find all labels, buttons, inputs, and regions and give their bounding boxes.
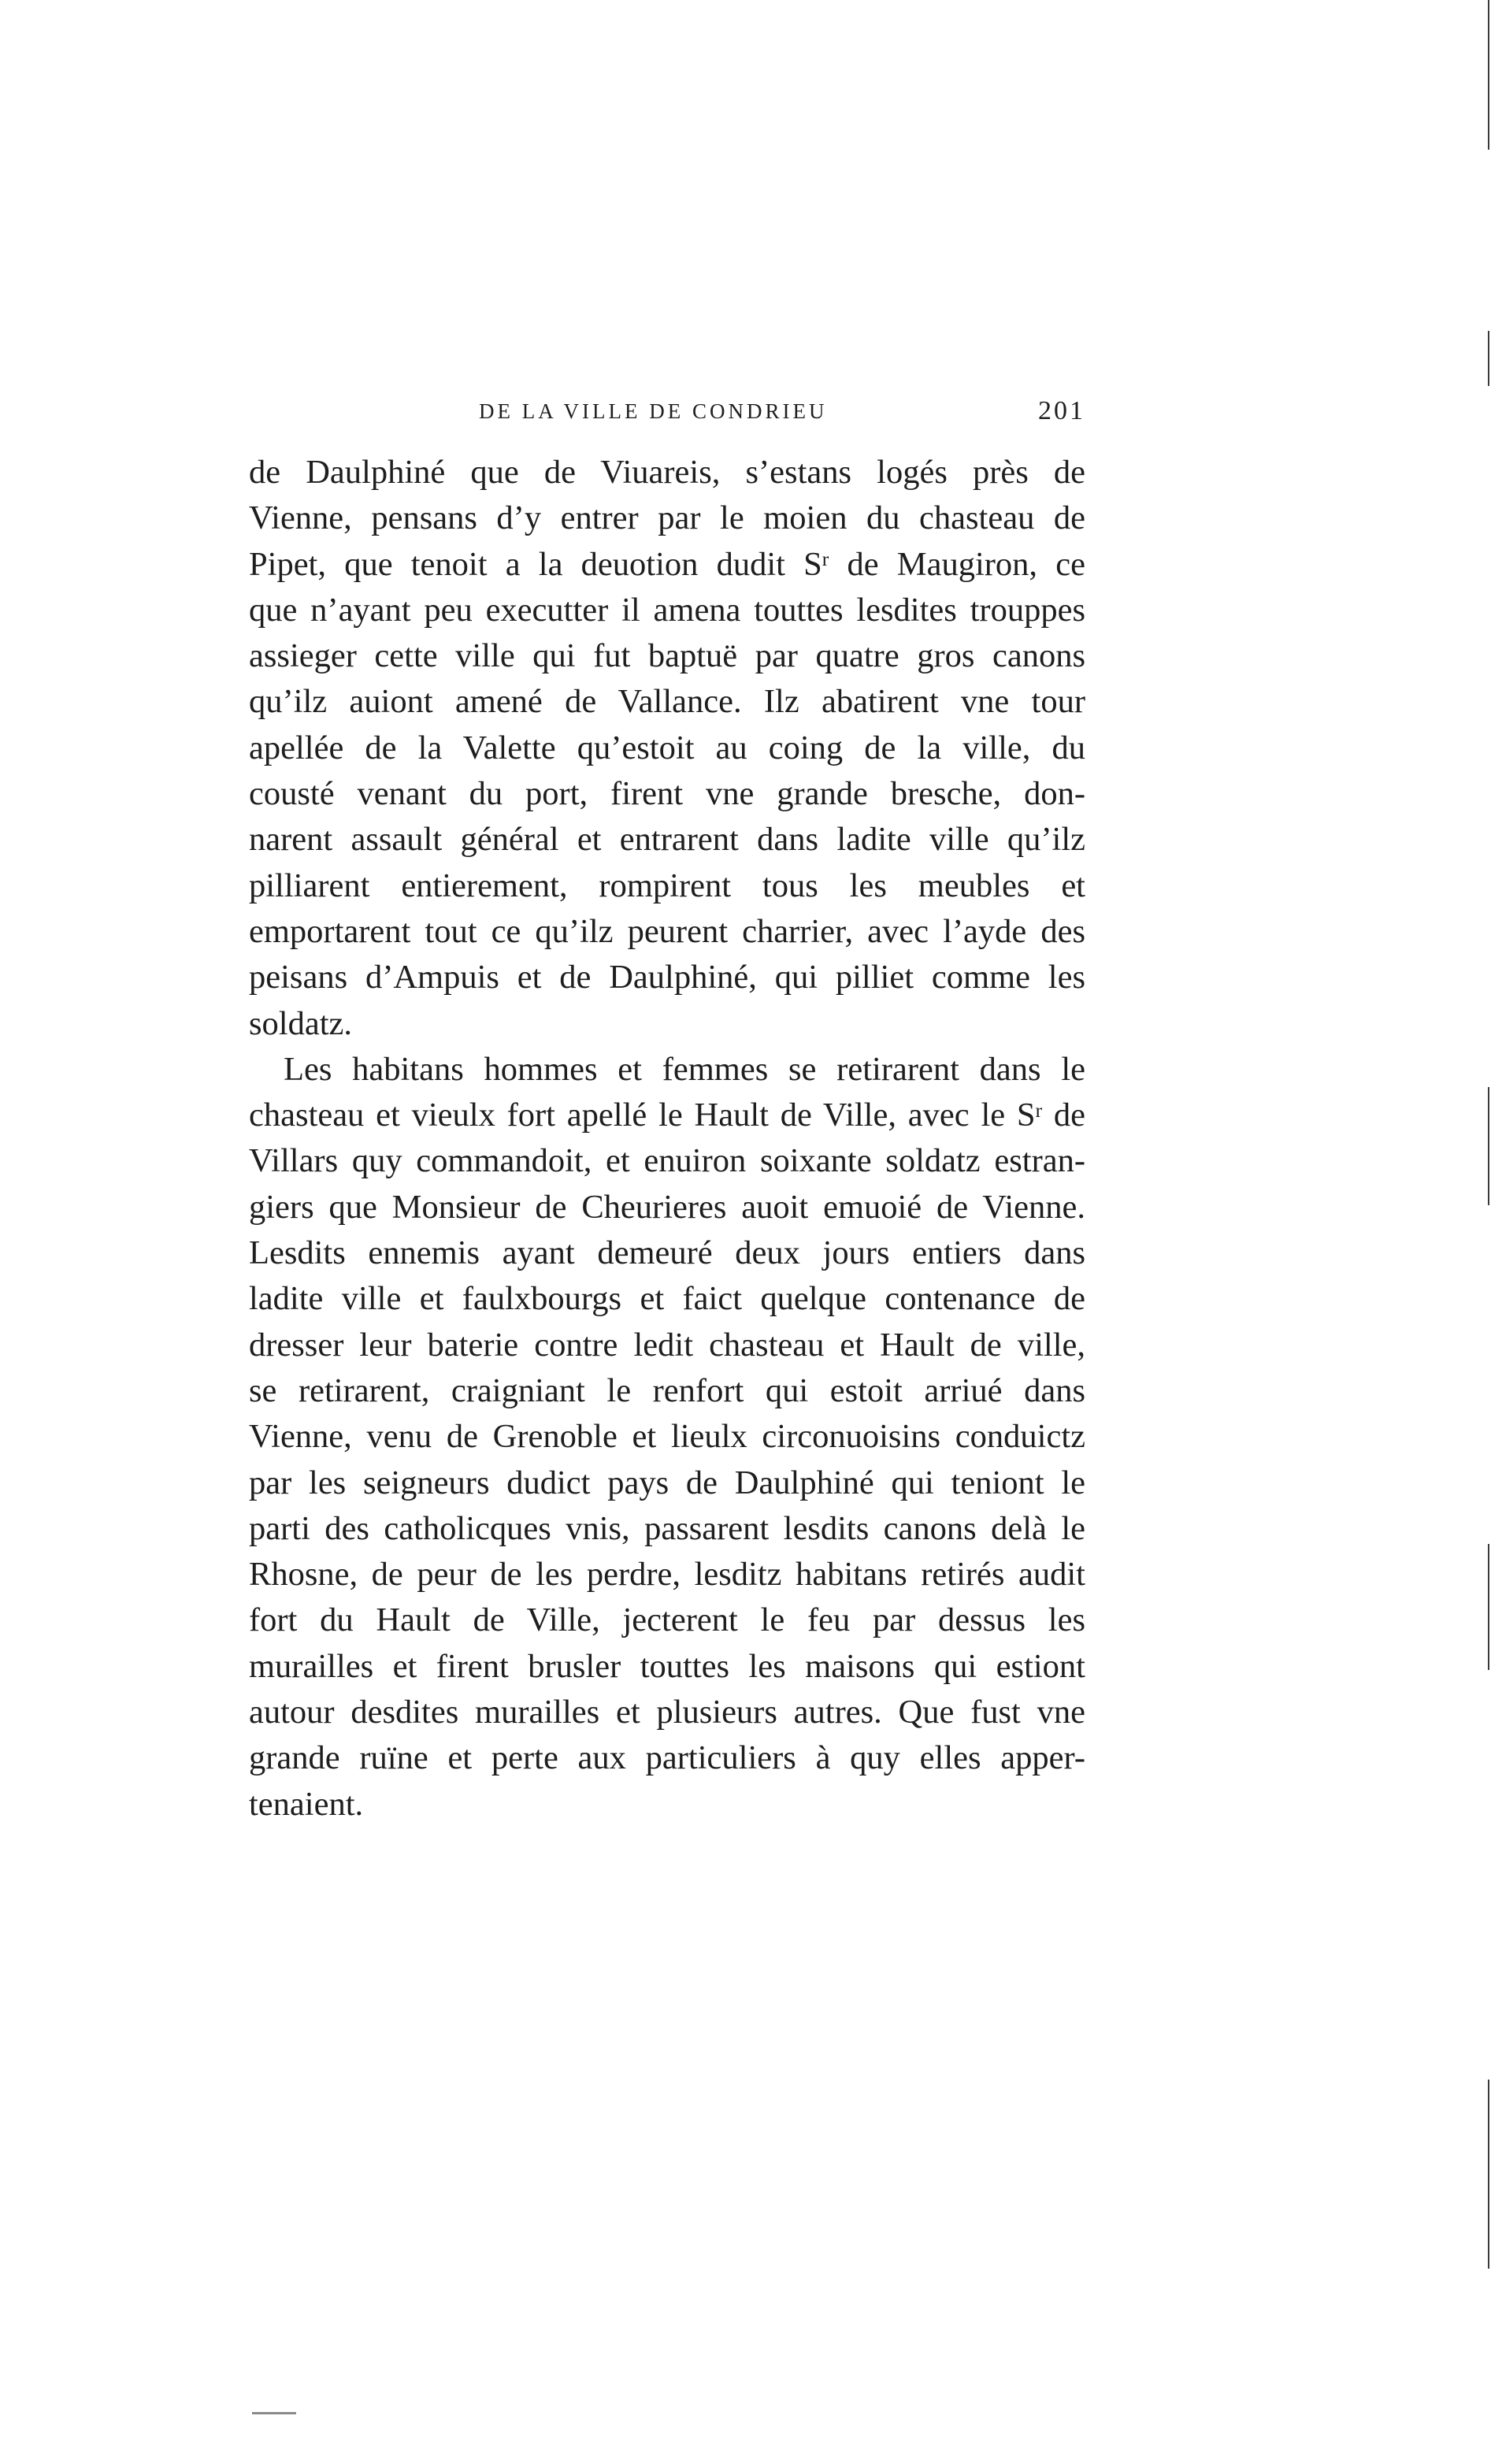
scan-edge-mark [1488, 331, 1489, 386]
text-line: murailles et firent brusler touttes les maisons qui estiont [249, 1647, 1085, 1685]
text-line: que n’ayant peu executter il amena touttes lesdites trouppes [249, 591, 1085, 629]
bottom-rule [252, 2412, 296, 2414]
text-line: soldatz. [249, 1004, 353, 1042]
text-line: giers que Monsieur de Cheurieres auoit emuoié de Vienne. [249, 1188, 1085, 1226]
paragraph-1 [249, 450, 1085, 1047]
text-line-part: chasteau et vieulx fort apellé le Hault de Ville, avec le S [249, 1097, 1036, 1134]
text-line: de Daulphiné que de Viuareis, s’estans logés près de [249, 454, 1085, 491]
text-line: tenaient. [249, 1785, 364, 1823]
body-text [249, 450, 1085, 1828]
text-line-part: de Maugiron, ce [829, 545, 1085, 583]
text-line: emportarent tout ce qu’ilz peurent charrier, avec l’ayde des [249, 912, 1085, 950]
paragraph-2 [249, 1047, 1085, 1828]
text-line: grande ruïne et perte aux particuliers à quy elles apper- [249, 1739, 1085, 1777]
text-line: Les habitans hommes et femmes se retirarent dans le [284, 1050, 1085, 1088]
text-line: autour desdites murailles et plusieurs autres. Que fust vne [249, 1694, 1085, 1731]
running-title: DE LA VILLE DE CONDRIEU [479, 399, 828, 423]
text-line: Vienne, venu de Grenoble et lieulx circonuoisins conduictz [249, 1418, 1085, 1456]
running-head [249, 395, 1085, 427]
text-line: fort du Hault de Ville, jecterent le feu par dessus les [249, 1601, 1085, 1639]
scan-edge-mark [1488, 0, 1489, 150]
text-line: ladite ville et faulxbourgs et faict quelque contenance de [249, 1280, 1085, 1318]
text-line-part: de [1042, 1097, 1085, 1134]
text-line: dresser leur baterie contre ledit chasteau et Hault de ville, [249, 1326, 1085, 1364]
text-line: se retirarent, craigniant le renfort qui estoit arriué dans [249, 1371, 1085, 1409]
text-line-part: Pipet, que tenoit a la deuotion dudit S [249, 545, 822, 583]
scan-edge-mark [1488, 1087, 1489, 1205]
superscript: r [1035, 1098, 1043, 1122]
text-line-with-superscript [249, 542, 1085, 588]
text-line: Lesdits ennemis ayant demeuré deux jours entiers dans [249, 1234, 1085, 1272]
text-line: parti des catholicques vnis, passarent lesdits canons delà le [249, 1509, 1085, 1547]
text-line: par les seigneurs dudict pays de Daulphiné qui teniont le [249, 1464, 1085, 1501]
text-line: Vienne, pensans d’y entrer par le moien du chasteau de [249, 499, 1085, 537]
page-number: 201 [1038, 396, 1085, 425]
scan-edge-mark [1488, 1544, 1489, 1670]
text-line: pilliarent entierement, rompirent tous les meubles et [249, 866, 1085, 904]
text-line: apellée de la Valette qu’estoit au coing de la ville, du [249, 729, 1085, 766]
text-line: Villars quy commandoit, et enuiron soixante soldatz estran- [249, 1142, 1085, 1180]
superscript: r [822, 547, 829, 571]
scan-edge-mark [1488, 2080, 1489, 2269]
text-line: narent assault général et entrarent dans ladite ville qu’ilz [249, 821, 1085, 859]
text-line: assieger cette ville qui fut baptuë par quatre gros canons [249, 637, 1085, 675]
text-line: peisans d’Ampuis et de Daulphiné, qui pilliet comme les [249, 959, 1085, 996]
text-line: Rhosne, de peur de les perdre, lesditz habitans retirés audit [249, 1556, 1085, 1594]
text-line: qu’ilz auiont amené de Vallance. Ilz abatirent vne tour [249, 683, 1085, 721]
text-line: cousté venant du port, firent vne grande bresche, don- [249, 775, 1085, 813]
text-line-with-superscript [249, 1093, 1085, 1138]
